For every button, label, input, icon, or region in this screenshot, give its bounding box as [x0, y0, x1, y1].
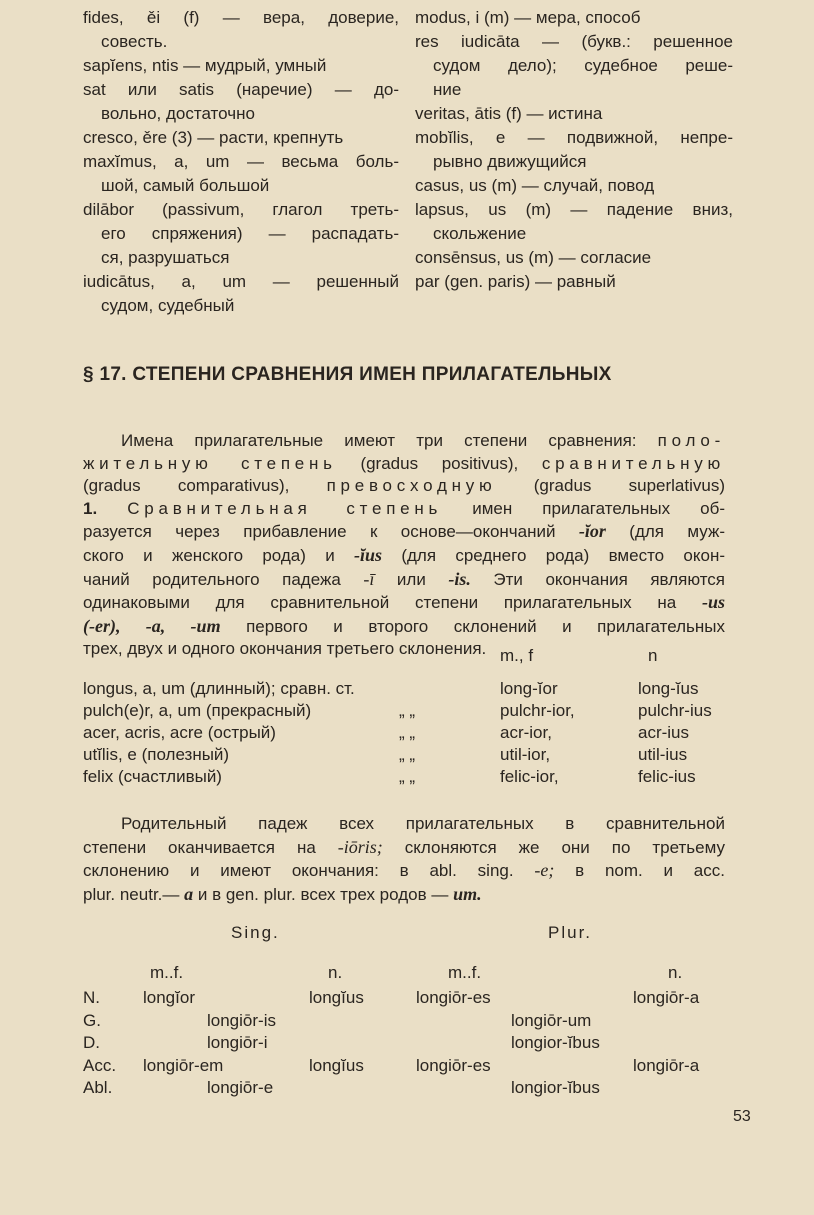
comparative-n-cell: felic-ius — [638, 767, 696, 786]
text-segment: чаний родительного падежа — [83, 569, 364, 589]
section-title: § 17. СТЕПЕНИ СРАВНЕНИЯ ИМЕН ПРИЛАГАТЕЛЬНЫХ — [83, 364, 612, 385]
comparative-n-cell: long-ĭus — [638, 679, 699, 698]
text-segment: в nom. и acc. — [554, 861, 725, 881]
emphasis-segment: -ī — [363, 568, 375, 589]
sing-common-form: longiōr-i — [207, 1033, 268, 1052]
case-label: Acc. — [83, 1055, 117, 1075]
vocabulary-right-column — [415, 6, 733, 294]
text-segment: Имена прилагательные имеют три степени сравнения: — [121, 431, 658, 450]
plur-mf-header: m..f. — [448, 963, 482, 982]
paragraph-line — [83, 453, 725, 476]
text-segment: Эти окончания являются — [470, 569, 725, 589]
vocab-entry-line: mobĭlis, e — подвижной, непре- — [415, 128, 733, 147]
declension-gender-header — [83, 963, 733, 985]
plur-n-form: longiōr-a — [633, 1055, 700, 1075]
text-segment: разуется через прибавление к основе—окончаний — [83, 522, 579, 542]
text-segment: (для среднего рода) вместо окон- — [382, 545, 726, 565]
comparative-n-cell: pulchr-ius — [638, 701, 712, 720]
declension-row — [83, 988, 733, 1010]
text-segment: или — [374, 569, 449, 589]
comparative-n-cell: acr-ius — [638, 723, 690, 742]
sing-common-form: longiōr-e — [207, 1078, 274, 1097]
vocab-entry-line: судом дело); судебное реше- — [433, 56, 733, 75]
paragraph-line — [83, 544, 725, 568]
vocab-entry — [415, 198, 733, 246]
declension-row — [83, 1011, 733, 1033]
paragraph-genitive — [83, 813, 725, 906]
adjective-cell: utĭlis, e (полезный) — [83, 745, 230, 764]
vocab-entry — [415, 174, 733, 198]
case-label: D. — [83, 1033, 100, 1052]
declension-row — [83, 1056, 733, 1078]
ditto-marks: „ „ — [399, 701, 416, 720]
vocab-entry-line: судом, судебный — [101, 296, 235, 315]
sing-common-form: longiōr-is — [207, 1010, 276, 1030]
paragraph-line — [83, 813, 725, 836]
ditto-marks: „ „ — [399, 767, 416, 786]
adjective-cell: longus, a, um (длинный); сравн. ст. — [83, 679, 355, 698]
declension-row — [83, 1078, 733, 1100]
comparison-row — [83, 767, 733, 789]
vocab-entry-line: dilābor (passivum, глагол треть- — [83, 200, 399, 219]
adjective-cell: acer, acris, acre (острый) — [83, 723, 276, 742]
vocab-entry — [415, 270, 733, 294]
case-label: N. — [83, 988, 100, 1007]
case-label: Abl. — [83, 1078, 113, 1097]
emphasis-segment: -is. — [448, 568, 471, 589]
emphasis-segment: превосходную — [326, 476, 497, 496]
text-segment: Родительный падеж всех прилагательных в сравнительной — [121, 814, 725, 833]
sing-mf-header: m..f. — [150, 963, 184, 982]
vocab-entry-line: cresco, ěre (3) — расти, крепнуть — [83, 128, 344, 147]
comparison-table-header — [83, 646, 733, 668]
text-segment: первого и второго склонений и прилагательных — [220, 616, 725, 636]
comparison-row — [83, 701, 733, 723]
comparative-mf-cell: pulchr-ior, — [500, 701, 575, 720]
vocab-entry-line: res iudicāta — (букв.: решенное — [415, 32, 733, 51]
singular-label: Sing. — [231, 923, 280, 942]
text-segment: степени оканчивается на — [83, 837, 338, 857]
text-segment: (gradus superlativus) — [496, 476, 725, 496]
text-segment: склонению и имеют окончания: в abl. sing. — [83, 861, 535, 881]
vocab-entry-line: ние — [433, 80, 462, 99]
vocabulary-left-column — [83, 6, 399, 318]
text-segment: и в gen. plur. всех трех родов — — [193, 884, 454, 904]
vocab-entry — [83, 6, 399, 54]
text-segment: одинаковыми для сравнительной степени прилагательных на — [83, 593, 702, 613]
plural-label: Plur. — [548, 923, 593, 942]
emphasis-segment: (-er), -a, -um — [83, 615, 221, 636]
sing-n-form: longĭus — [309, 1055, 364, 1075]
comparison-row — [83, 723, 733, 745]
emphasis-segment: 1. — [83, 498, 128, 518]
paragraph-line — [83, 591, 725, 615]
text-segment: (gradus comparativus), — [83, 476, 327, 496]
plur-common-form: longior-ĭbus — [511, 1078, 600, 1097]
vocab-entry — [83, 78, 399, 126]
header-neuter: n — [648, 646, 658, 665]
plur-mf-form: longiōr-es — [416, 988, 491, 1007]
comparative-mf-cell: util-ior, — [500, 745, 551, 764]
emphasis-segment: -us — [701, 592, 725, 613]
emphasis-segment: a — [184, 883, 194, 904]
plur-n-form: longiōr-a — [633, 988, 700, 1007]
emphasis-segment: -ĭus — [354, 544, 383, 565]
text-segment: имен прилагательных об- — [442, 498, 725, 518]
vocab-entry-line: шой, самый большой — [101, 176, 270, 195]
plur-common-form: longiōr-um — [511, 1010, 592, 1030]
paragraph-line — [83, 615, 725, 639]
text-segment: plur. neutr.— — [83, 884, 185, 904]
vocab-entry-line: его спряжения) — распадать- — [101, 224, 399, 243]
paragraph-line — [83, 430, 725, 453]
vocab-entry-line: modus, i (m) — мера, способ — [415, 8, 641, 27]
paragraph-line — [83, 859, 725, 883]
sing-n-form: longĭus — [309, 988, 364, 1007]
comparative-mf-cell: long-ĭor — [500, 679, 558, 698]
ditto-marks: „ „ — [399, 723, 416, 742]
text-segment: склоняются же они по третьему — [382, 837, 725, 857]
paragraph-line — [83, 475, 725, 498]
emphasis-segment: поло- — [657, 431, 725, 450]
page-number: 53 — [733, 1108, 751, 1125]
vocab-entry-line: ся, разрушаться — [101, 248, 230, 267]
paragraph-line — [83, 520, 725, 544]
vocab-entry-line: fides, ěi (f) — вера, доверие, — [83, 8, 399, 27]
ditto-marks: „ „ — [399, 745, 416, 764]
paragraph-line — [83, 836, 725, 860]
emphasis-segment: um. — [453, 883, 482, 904]
text-segment: (для муж- — [605, 522, 725, 542]
vocab-entry-line: sat или satis (наречие) — до- — [83, 80, 399, 99]
emphasis-segment: Сравнительная степень — [127, 498, 443, 518]
paragraph-line — [83, 568, 725, 592]
comparison-row — [83, 679, 733, 701]
emphasis-segment: сравнительную — [541, 453, 725, 473]
paragraph-line — [83, 883, 725, 907]
vocab-entry-line: consēnsus, us (m) — согласие — [415, 248, 652, 267]
text-segment: трех, двух и одного окончания третьего склонения. — [83, 639, 487, 659]
comparative-mf-cell: acr-ior, — [500, 723, 552, 742]
vocab-entry — [415, 102, 733, 126]
paragraph-line — [83, 498, 725, 521]
vocab-entry-line: рывно движущийся — [433, 152, 587, 171]
vocab-entry — [415, 30, 733, 102]
vocab-entry-line: sapĭens, ntis — мудрый, умный — [83, 56, 327, 75]
plur-common-form: longior-ĭbus — [511, 1033, 600, 1052]
vocab-entry-line: casus, us (m) — случай, повод — [415, 176, 655, 195]
declension-number-header — [83, 923, 733, 945]
sing-mf-form: longĭor — [143, 988, 195, 1007]
vocab-entry-line: совесть. — [101, 32, 168, 51]
vocab-entry-line: lapsus, us (m) — падение вниз, — [415, 200, 733, 219]
vocab-entry — [83, 270, 399, 318]
comparison-row — [83, 745, 733, 767]
text-segment: (gradus positivus), — [336, 453, 542, 473]
emphasis-segment: -e; — [534, 860, 555, 881]
vocab-entry — [415, 246, 733, 270]
vocab-entry — [83, 150, 399, 198]
vocab-entry-line: iudicātus, a, um — решенный — [83, 272, 399, 291]
case-label: G. — [83, 1010, 101, 1030]
vocab-entry-line: par (gen. paris) — равный — [415, 272, 616, 291]
vocab-entry — [83, 198, 399, 270]
comparative-mf-cell: felic-ior, — [500, 767, 559, 786]
vocab-entry-line: вольно, достаточно — [101, 104, 255, 123]
adjective-cell: pulch(e)r, a, um (прекрасный) — [83, 701, 312, 720]
sing-n-header: n. — [328, 963, 343, 982]
plur-mf-form: longiōr-es — [416, 1055, 491, 1075]
vocab-entry-line: veritas, ātis (f) — истина — [415, 104, 603, 123]
comparative-n-cell: util-ius — [638, 745, 688, 764]
vocab-entry-line: скольжение — [433, 224, 527, 243]
header-masc-fem: m., f — [500, 646, 534, 665]
declension-row — [83, 1033, 733, 1055]
paragraph-comparative-degree — [83, 430, 725, 661]
vocab-entry — [415, 6, 733, 30]
emphasis-segment: -iōris; — [337, 836, 383, 857]
sing-mf-form: longiōr-em — [143, 1055, 224, 1075]
vocab-entry — [83, 54, 399, 78]
emphasis-segment: жительную степень — [83, 453, 337, 473]
vocab-entry — [83, 126, 399, 150]
vocab-entry-line: maxĭmus, a, um — весьма боль- — [83, 152, 399, 171]
adjective-cell: felix (счастливый) — [83, 767, 222, 786]
emphasis-segment: -ĭor — [578, 521, 606, 542]
plur-n-header: n. — [668, 963, 683, 982]
text-segment: ского и женского рода) и — [83, 545, 355, 565]
vocab-entry — [415, 126, 733, 174]
